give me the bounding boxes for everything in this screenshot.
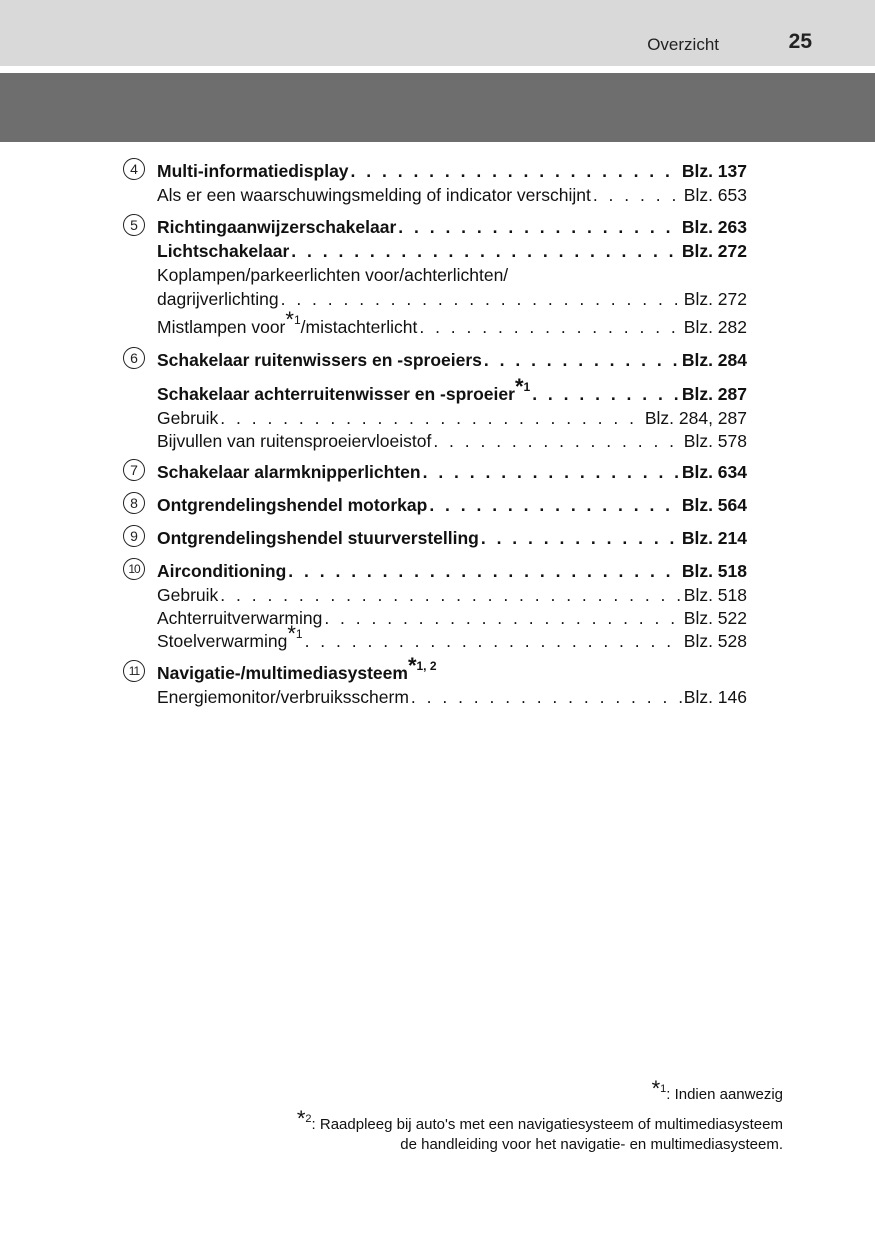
item-marker-9: 9 [123,525,145,547]
page-ref: Blz. 284, 287 [644,408,747,428]
page-ref: Blz. 578 [683,431,747,451]
dot-leader [429,494,680,516]
label-part: Schakelaar achterruitenwisser en -sproeier [157,384,515,404]
entry-label: Multi-informatiedisplay [157,161,349,181]
index-row [157,430,747,452]
entry-label [157,374,531,405]
dot-leader [220,584,681,606]
page-ref: Blz. 214 [681,528,747,548]
dot-leader [220,407,643,429]
label-part: Navigatie-/multimediasysteem [157,663,408,683]
page-ref: Blz. 137 [681,161,747,181]
page-ref: Blz. 287 [681,384,747,404]
page-ref: Blz. 522 [683,608,747,628]
footnote-ref: 1, 2 [416,659,437,673]
dot-leader [411,686,682,708]
entry-label: Energiemonitor/verbruiksscherm [157,687,409,707]
page-ref: Blz. 518 [683,585,747,605]
page-ref: Blz. 528 [683,631,747,651]
label-part: Mistlampen voor [157,317,286,337]
index-row [157,527,747,549]
footnote-number: 2 [305,1113,312,1125]
section-title: Overzicht [647,35,719,54]
page-ref: Blz. 263 [681,217,747,237]
asterisk: * [514,374,524,399]
dot-leader [481,527,680,549]
footnote-1 [651,1076,783,1105]
index-row [157,160,747,182]
dot-leader [398,216,680,238]
page-header [0,0,875,66]
asterisk: * [296,1106,306,1131]
footnote-ref: 1 [523,380,531,394]
section-banner [0,73,875,142]
entry-label: Als er een waarschuwingsmelding of indicator verschijnt [157,185,591,205]
item-marker-4: 4 [123,158,145,180]
index-row [157,461,747,483]
entry-label: Richtingaanwijzerschakelaar [157,217,397,237]
item-marker-8: 8 [123,492,145,514]
index-row [157,240,747,262]
footnote-ref: 1 [295,627,303,641]
page-ref: Blz. 518 [681,561,747,581]
entry-label: Koplampen/parkeerlichten voor/achterlichten/ [157,265,509,285]
index-row [157,607,747,629]
entry-label: Gebruik [157,408,219,428]
asterisk: * [287,621,296,646]
dot-leader [305,630,682,652]
index-row [157,494,747,516]
entry-label: Bijvullen van ruitensproeiervloeistof [157,431,432,451]
index-row [157,216,747,238]
index-row [157,560,747,582]
page-ref: Blz. 653 [683,185,747,205]
index-row [157,349,747,371]
entry-label: dagrijverlichting [157,289,279,309]
entry-label: Ontgrendelingshendel motorkap [157,495,428,515]
dot-leader [291,240,680,262]
dot-leader [419,316,681,338]
entry-label: Lichtschakelaar [157,241,290,261]
dot-leader [433,430,681,452]
page-ref: Blz. 282 [683,317,747,337]
page-number: 25 [788,30,812,53]
index-row [157,653,747,684]
dot-leader [324,607,681,629]
asterisk: * [285,307,294,332]
footnote-2 [296,1106,783,1155]
index-row [157,686,747,708]
dot-leader [423,461,680,483]
entry-label [157,307,418,338]
page-ref: Blz. 146 [683,687,747,707]
dot-leader [484,349,680,371]
entry-label: Schakelaar alarmknipperlichten [157,462,421,482]
page-ref: Blz. 284 [681,350,747,370]
index-row [157,374,747,405]
item-marker-6: 6 [123,347,145,369]
entry-label: Schakelaar ruitenwissers en -sproeiers [157,350,482,370]
footnote-text-continued: de handleiding voor het navigatie- en multimediasysteem. [400,1136,783,1153]
index-row [157,584,747,606]
footnote-number: 1 [660,1083,667,1095]
item-marker-11: 11 [123,660,145,682]
item-marker-5: 5 [123,214,145,236]
page-ref: Blz. 272 [683,289,747,309]
index-row [157,264,747,286]
page-ref: Blz. 634 [681,462,747,482]
entry-label: Achterruitverwarming [157,608,323,628]
label-part: Stoelverwarming [157,631,288,651]
dot-leader [281,288,682,310]
footnote-text: : Raadpleeg bij auto's met een navigatiesysteem of multimediasysteem [311,1116,783,1133]
page-ref: Blz. 272 [681,241,747,261]
entry-label: Gebruik [157,585,219,605]
index-row [157,307,747,338]
item-marker-10: 10 [123,558,145,580]
index-row [157,288,747,310]
entry-label: Ontgrendelingshendel stuurverstelling [157,528,479,548]
item-marker-7: 7 [123,459,145,481]
dot-leader [288,560,680,582]
index-row [157,621,747,652]
entry-label [157,621,303,652]
footnote-ref: 1 [293,313,301,327]
entry-label [157,653,747,684]
dot-leader [532,383,680,405]
page-ref: Blz. 564 [681,495,747,515]
index-row [157,407,747,429]
dot-leader [593,184,682,206]
index-row [157,184,747,206]
asterisk: * [407,653,417,678]
asterisk: * [651,1076,661,1101]
footnote-text: : Indien aanwezig [666,1086,783,1103]
label-part: /mistachterlicht [300,317,418,337]
entry-label: Airconditioning [157,561,287,581]
dot-leader [351,160,680,182]
